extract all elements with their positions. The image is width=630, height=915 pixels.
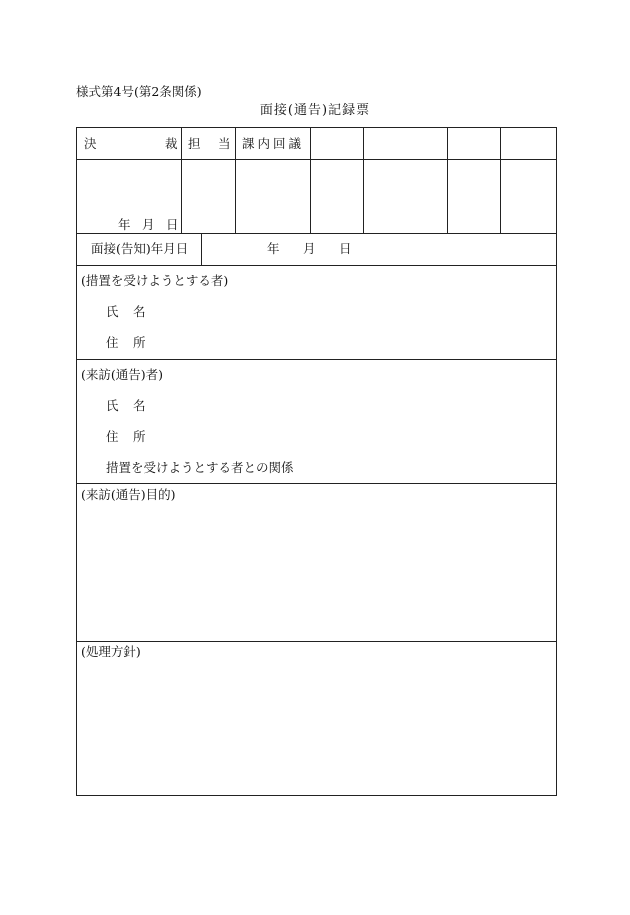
col-divider-date <box>201 233 202 265</box>
interview-date-year: 年 <box>267 241 280 256</box>
visitor-section-label: (来訪(通告)者) <box>81 367 164 382</box>
form-reference: 様式第4号(第2条関係) <box>76 84 202 99</box>
visitor-name-label-1: 氏 <box>106 398 119 413</box>
subject-name-label-2: 名 <box>133 304 146 319</box>
interview-date-month: 月 <box>303 241 316 256</box>
row-divider-approval-body <box>77 233 557 234</box>
visitor-relationship-label: 措置を受けようとする者との関係 <box>106 460 294 475</box>
col-divider-1 <box>181 128 182 233</box>
row-divider-subject <box>77 359 557 360</box>
decision-label-left: 決 <box>84 136 97 151</box>
charge-label-right: 当 <box>218 136 231 151</box>
col-divider-5 <box>447 128 448 233</box>
row-divider-visitor <box>77 483 557 484</box>
col-divider-4 <box>363 128 364 233</box>
interview-date-day: 日 <box>339 241 352 256</box>
subject-address-label-2: 所 <box>133 335 146 350</box>
interview-date-label: 面接(告知)年月日 <box>91 241 189 256</box>
decision-date-year: 年 <box>118 217 131 232</box>
decision-date-day: 日 <box>166 217 179 232</box>
decision-label-right: 裁 <box>165 136 178 151</box>
visitor-name-label-2: 名 <box>133 398 146 413</box>
purpose-section-label: (来訪(通告)目的) <box>81 487 176 502</box>
row-divider-approval-header <box>77 159 557 160</box>
circulation-label: 課内回議 <box>242 136 305 151</box>
visitor-address-label-1: 住 <box>106 429 119 444</box>
col-divider-2 <box>235 128 236 233</box>
col-divider-3 <box>310 128 311 233</box>
row-divider-purpose <box>77 641 557 642</box>
subject-address-label-1: 住 <box>106 335 119 350</box>
visitor-address-label-2: 所 <box>133 429 146 444</box>
decision-date-month: 月 <box>142 217 155 232</box>
document-title: 面接(通告)記録票 <box>259 103 371 118</box>
charge-label-left: 担 <box>188 136 201 151</box>
col-divider-6 <box>500 128 501 233</box>
row-divider-interview-date <box>77 265 557 266</box>
record-form <box>76 127 557 796</box>
subject-section-label: (措置を受けようとする者) <box>81 273 229 288</box>
policy-section-label: (処理方針) <box>81 644 141 659</box>
subject-name-label-1: 氏 <box>106 304 119 319</box>
